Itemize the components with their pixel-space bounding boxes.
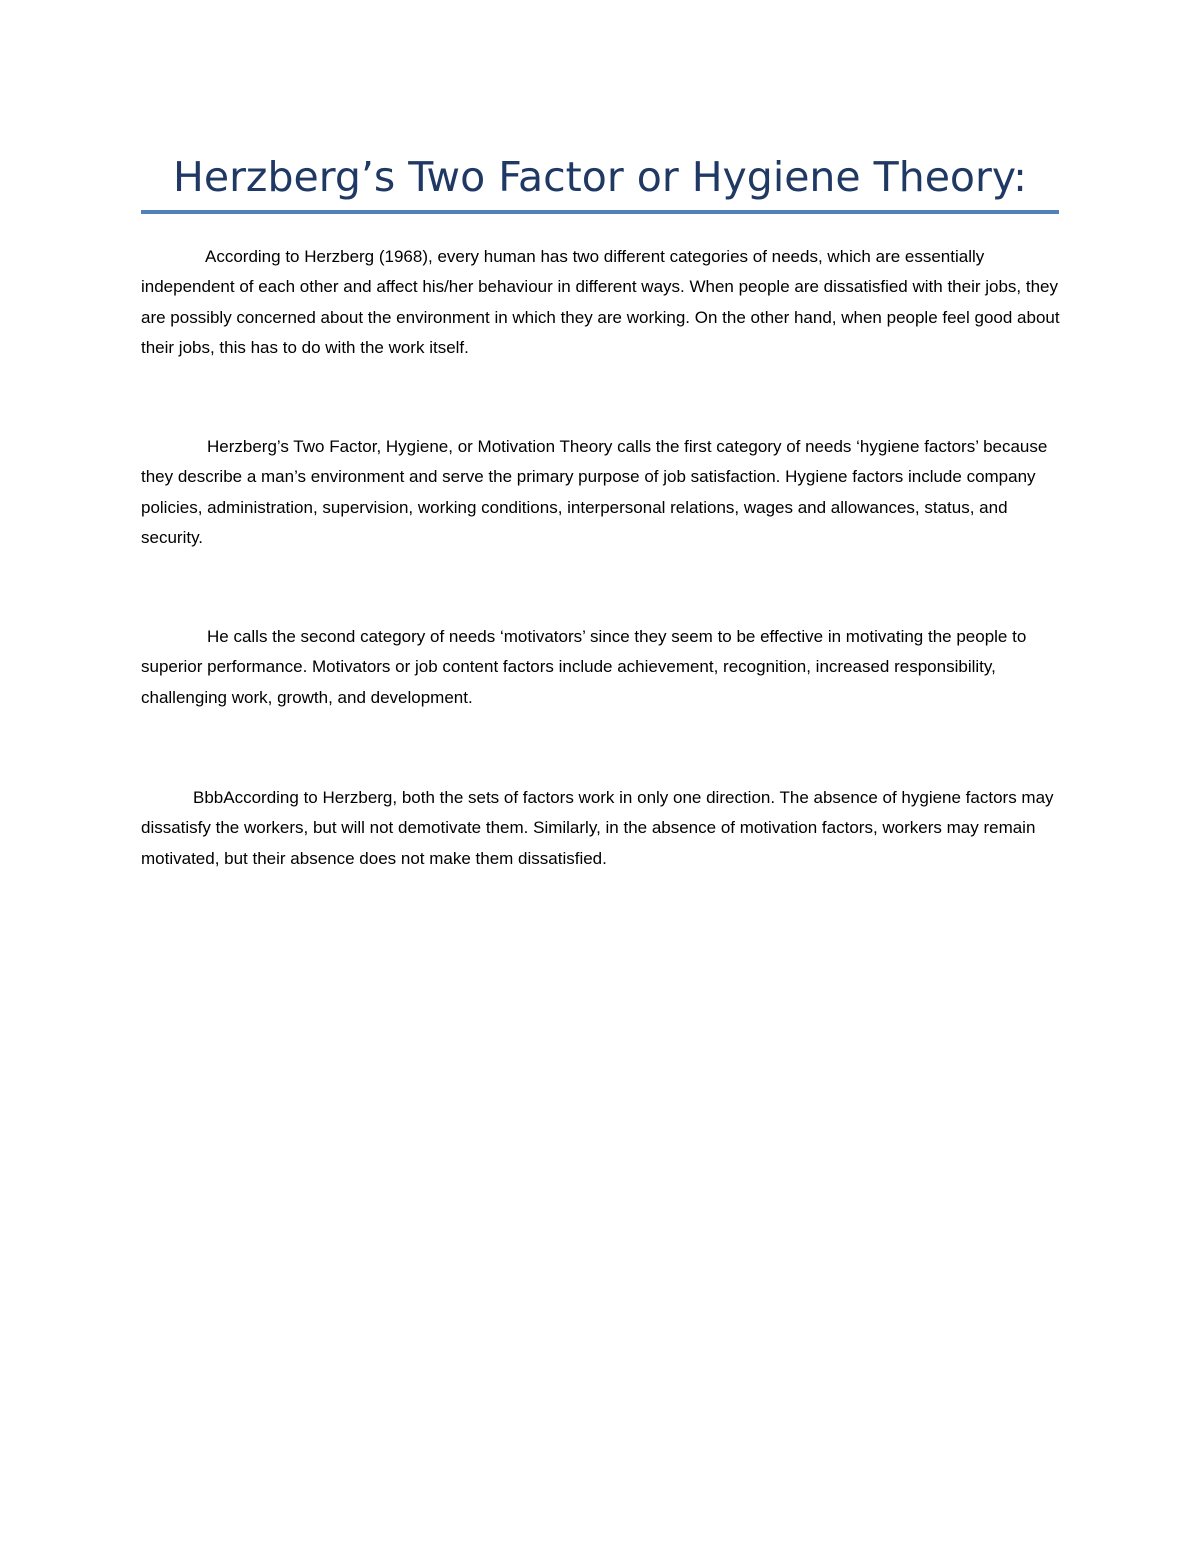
paragraph-4: BbbAccording to Herzberg, both the sets of factors work in only one direction. The absence of hygiene factors may dissatisfy the workers, but will not demotivate them. Similarly, in the absence of motivation factors, workers may remain motivated, but their absence does not make them dissatisfied.	[141, 788, 1054, 868]
document-title: Herzberg’s Two Factor or Hygiene Theory:	[173, 153, 1027, 201]
paragraph-2: Herzberg’s Two Factor, Hygiene, or Motivation Theory calls the first category of needs ‘hygiene factors’ because they describe a man’s environment and serve the primary purpose of job satisfaction. Hygiene factors include company policies, administration, supervision, working conditions, interpersonal relations, wages and allowances, status, and security.	[141, 437, 1048, 547]
paragraph-3: He calls the second category of needs ‘motivators’ since they seem to be effective in motivating the people to superior performance. Motivators or job content factors include achievement, recognition, increased responsibility, challenging work, growth, and development.	[141, 627, 1027, 707]
title-underline	[141, 210, 1059, 214]
paragraph-1: According to Herzberg (1968), every human has two different categories of needs, which are essentially independent of each other and affect his/her behaviour in different ways. When people are dissatisfied with their jobs, they are possibly concerned about the environment in which they are working. On the other hand, when people feel good about their jobs, this has to do with the work itself.	[141, 247, 1060, 357]
